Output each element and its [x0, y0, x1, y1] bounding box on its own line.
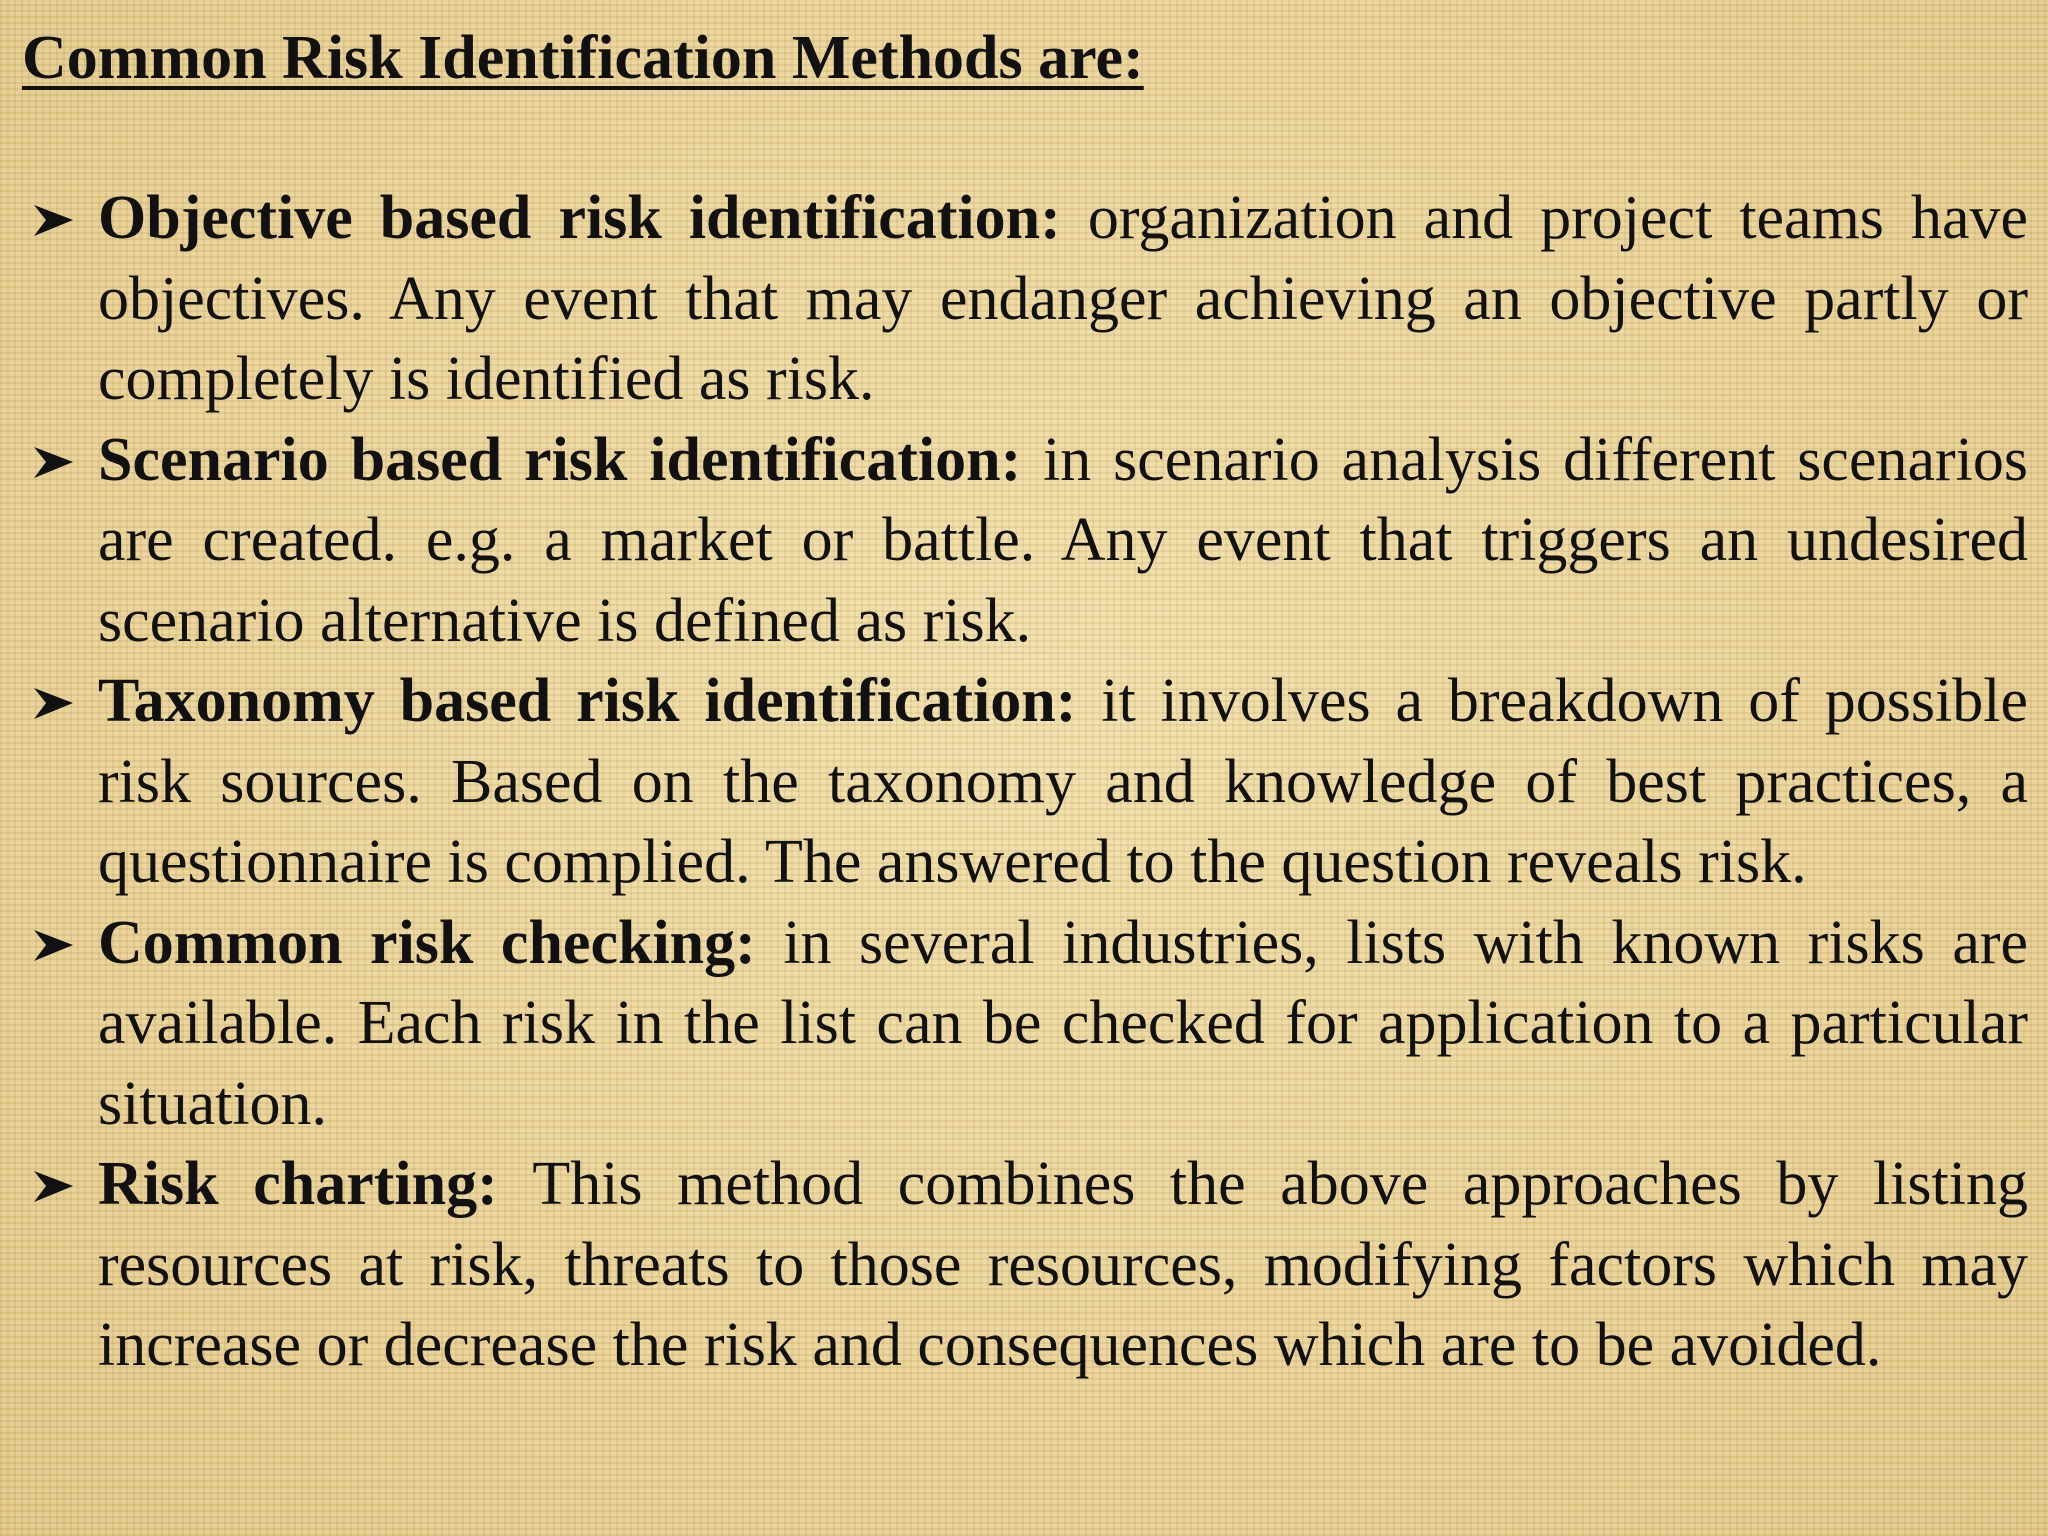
item-description: it involves a breakdown of possible risk sources. Based on the taxonomy and knowledge of best practices, a questionnaire is complied. The answered to the question reveals risk. [98, 667, 2028, 896]
list-item-risk-charting [0, 1144, 2028, 1386]
item-term: Objective based risk identification: [98, 184, 1088, 252]
methods-list [0, 178, 2048, 1386]
arrowhead-bullet-icon [24, 420, 84, 500]
item-description: organization and project teams have objectives. Any event that may endanger achieving an objective partly or completely is identified as risk. [98, 184, 2028, 413]
list-item-objective-based [0, 178, 2028, 420]
arrowhead-bullet-icon [24, 661, 84, 741]
item-term: Risk charting: [98, 1150, 533, 1218]
item-term: Taxonomy based risk identification: [98, 667, 1102, 735]
arrowhead-bullet-icon [24, 903, 84, 983]
item-description: This method combines the above approaches by listing resources at risk, threats to those resources, modifying factors which may increase or decrease the risk and consequences which are to be avoided. [98, 1150, 2028, 1379]
list-item-common-risk-checking [0, 903, 2028, 1145]
arrowhead-bullet-icon [24, 1144, 84, 1224]
item-description: in scenario analysis different scenarios are created. e.g. a market or battle. Any event that triggers an undesired scenario alternative is defined as risk. [98, 425, 2028, 655]
item-term: Common risk checking: [98, 908, 784, 977]
item-term: Scenario based risk identification: [98, 425, 1044, 494]
list-item-taxonomy-based [0, 661, 2028, 903]
list-item-scenario-based [0, 420, 2028, 662]
item-description: in several industries, lists with known risks are available. Each risk in the list can be checked for application to a particular situation. [98, 908, 2029, 1138]
slide-title: Common Risk Identification Methods are: [22, 24, 1144, 92]
arrowhead-bullet-icon [24, 178, 84, 258]
